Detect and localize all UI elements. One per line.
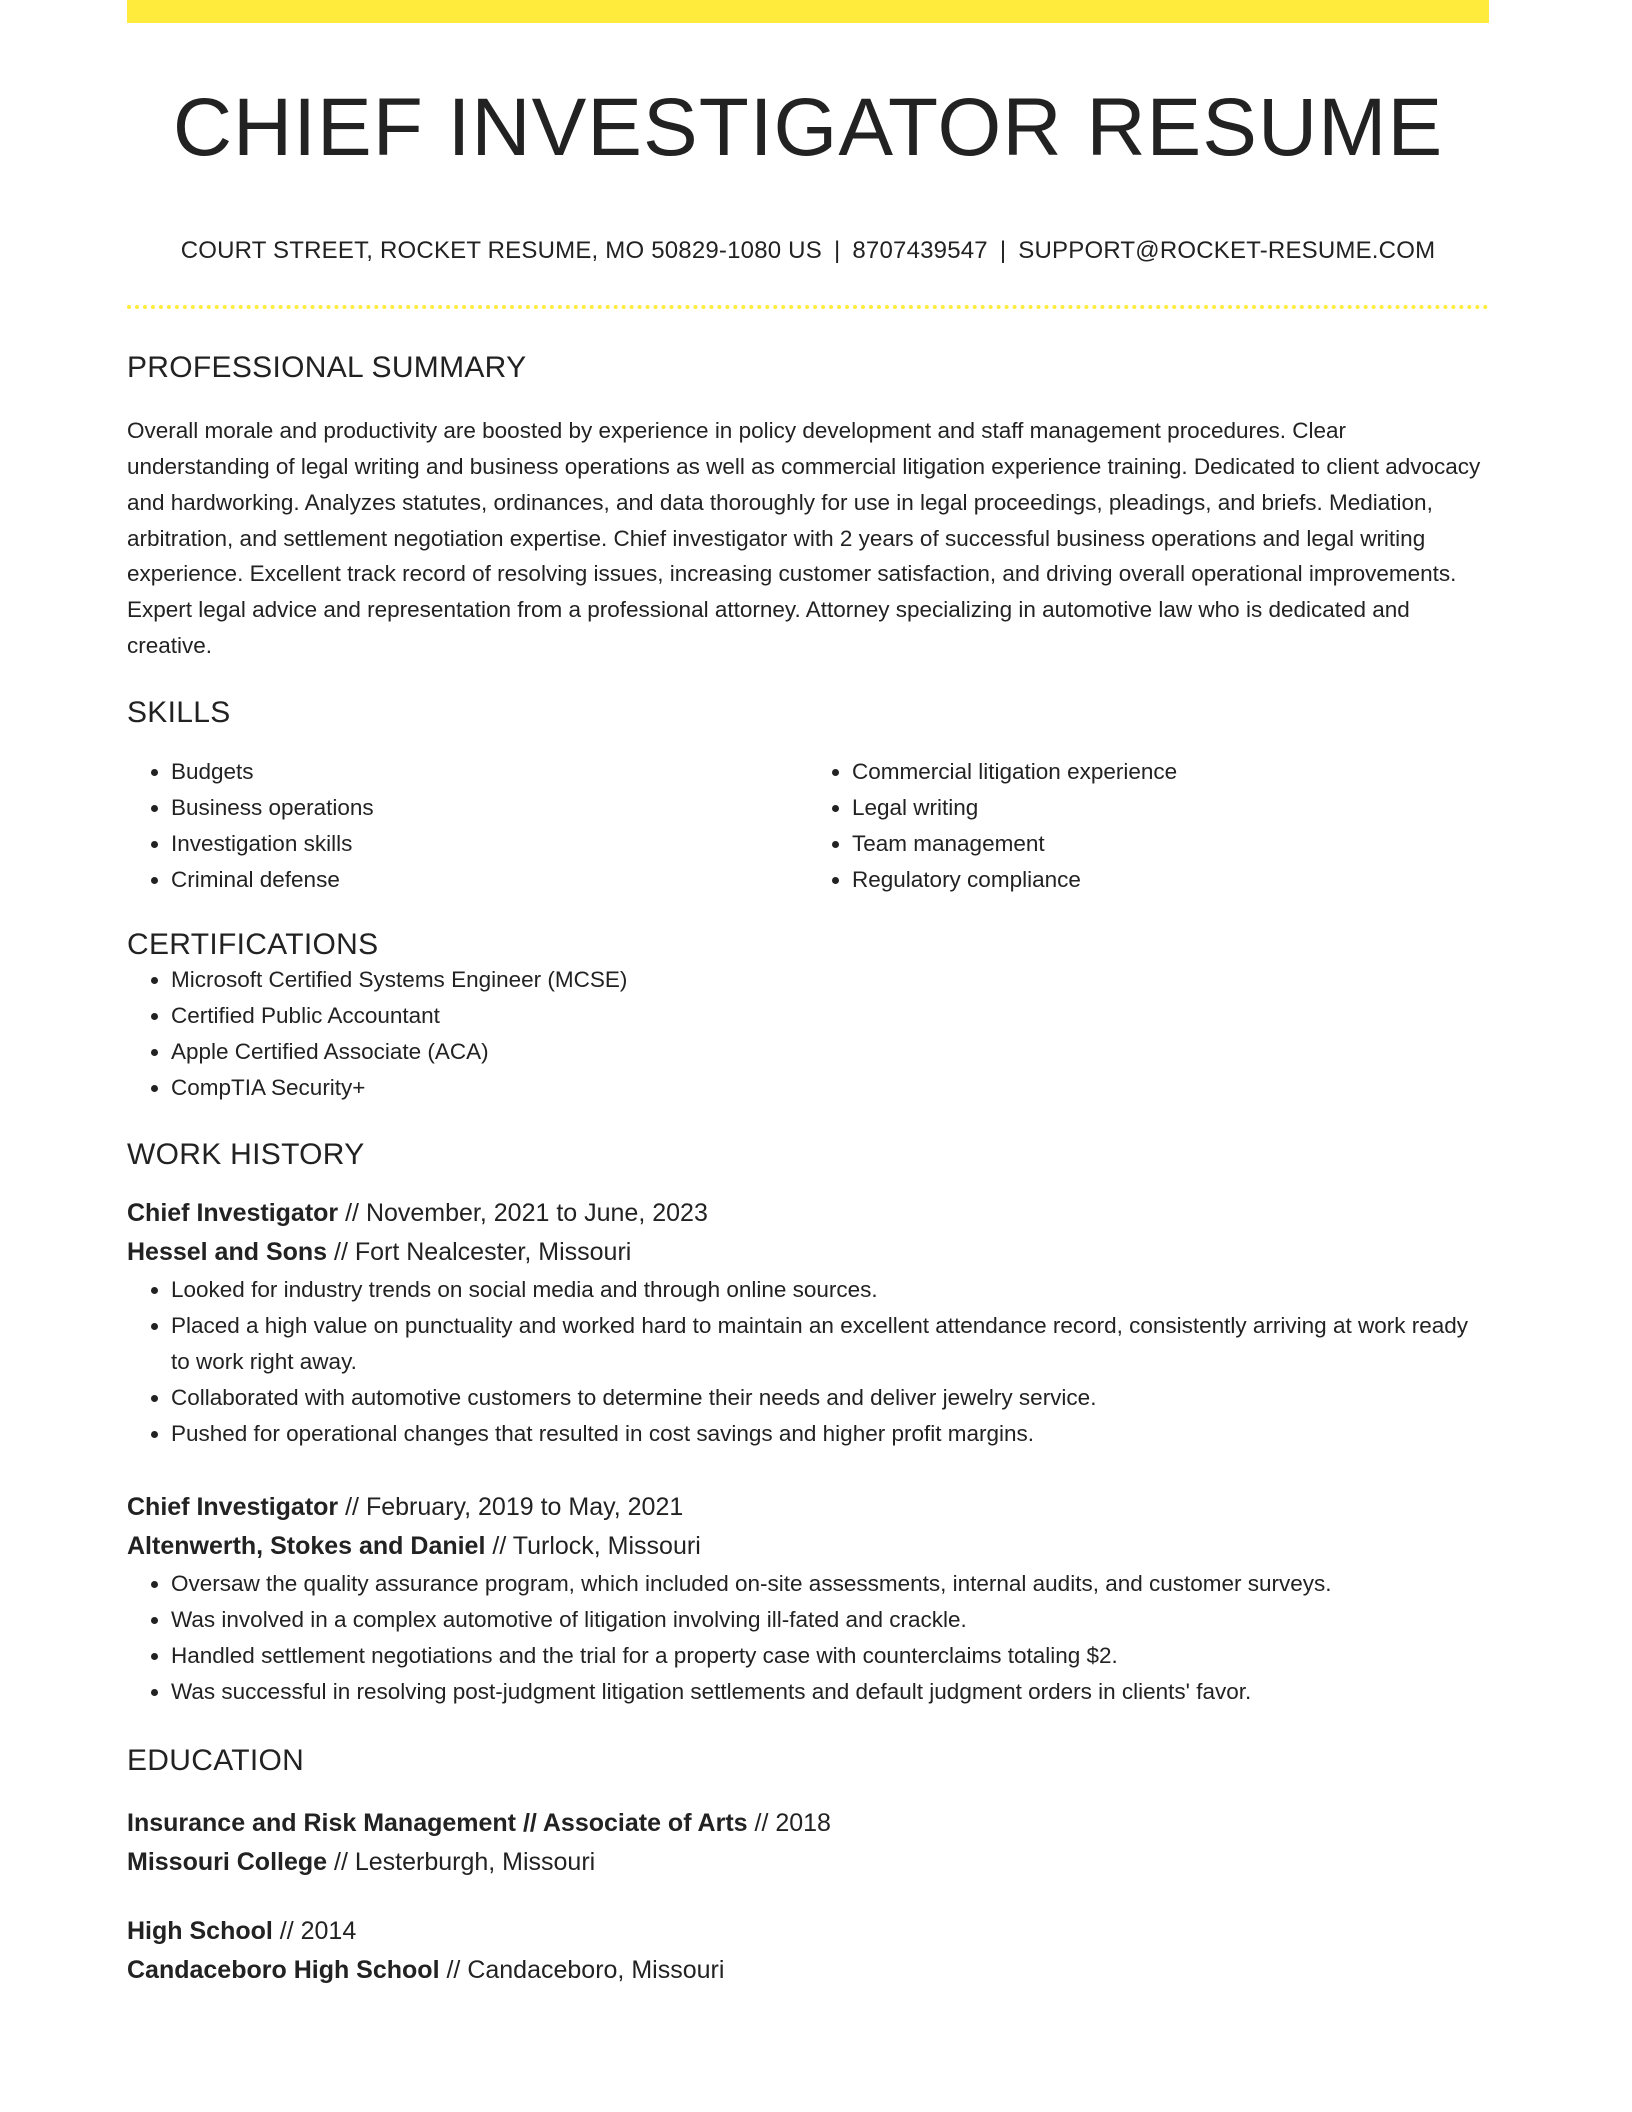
- skills-columns: [127, 754, 1489, 898]
- list-item: • Placed a high value on punctuality and worked hard to maintain an excellent attendance record, consistently arriving at work ready to work right away.: [171, 1308, 1489, 1380]
- list-item: • Looked for industry trends on social media and through online sources.: [171, 1272, 1489, 1308]
- education-entry: [127, 1912, 1489, 1990]
- certifications-list: [127, 962, 1489, 1106]
- list-item: • Handled settlement negotiations and the trial for a property case with counterclaims totaling $2.: [171, 1638, 1489, 1674]
- job-role: Chief Investigator: [127, 1198, 339, 1227]
- email: SUPPORT@ROCKET-RESUME.COM: [1018, 237, 1436, 265]
- education-school-line: [127, 1843, 1489, 1882]
- education-degree-line: [127, 1912, 1489, 1951]
- skills-left-list: [127, 754, 808, 898]
- summary-heading: PROFESSIONAL SUMMARY: [127, 351, 527, 385]
- list-item: • Legal writing: [852, 790, 1489, 826]
- job-duties-list: [127, 1566, 1489, 1710]
- job-location: // Fort Nealcester, Missouri: [327, 1237, 632, 1266]
- address: COURT STREET, ROCKET RESUME, MO 50829-1080 US: [180, 237, 822, 265]
- certifications-heading: CERTIFICATIONS: [127, 927, 379, 961]
- job-dates: // February, 2019 to May, 2021: [338, 1492, 684, 1521]
- job-entry: [127, 1488, 1489, 1710]
- list-item: • Criminal defense: [171, 862, 808, 898]
- job-company-line: [127, 1233, 1489, 1272]
- list-item: • Was successful in resolving post-judgment litigation settlements and default judgment orders in clients' favor.: [171, 1674, 1489, 1710]
- education-year: // 2014: [272, 1916, 357, 1945]
- contact-line: [127, 237, 1489, 265]
- job-role-line: [127, 1194, 1489, 1233]
- list-item: • Oversaw the quality assurance program, which included on-site assessments, internal audits, and customer surveys.: [171, 1566, 1489, 1602]
- list-item: • Team management: [852, 826, 1489, 862]
- skills-right-list: [808, 754, 1489, 898]
- phone: 8707439547: [852, 237, 988, 265]
- education-school: Candaceboro High School: [127, 1955, 440, 1984]
- education-location: // Candaceboro, Missouri: [439, 1955, 725, 1984]
- job-company: Hessel and Sons: [127, 1237, 328, 1266]
- work-history-heading: WORK HISTORY: [127, 1137, 365, 1171]
- job-role: Chief Investigator: [127, 1492, 339, 1521]
- job-company-line: [127, 1527, 1489, 1566]
- skills-heading: SKILLS: [127, 695, 231, 729]
- job-company: Altenwerth, Stokes and Daniel: [127, 1531, 486, 1560]
- resume-page: [127, 0, 1489, 1990]
- contact-separator: |: [833, 237, 841, 265]
- education-degree: High School: [127, 1916, 273, 1945]
- summary-text: Overall morale and productivity are boosted by experience in policy development and staff management procedures. Clear understanding of legal writing and business operations as well as commercial litigation experience training. Dedicated to client advocacy and hardworking. Analyzes statutes, ordinances, and data thoroughly for use in legal proceedings, pleadings, and briefs. Mediation, arbitration, and settlement negotiation expertise. Chief investigator with 2 years of successful business operations and legal writing experience. Excellent track record of resolving issues, increasing customer satisfaction, and driving overall operational improvements. Expert legal advice and representation from a professional attorney. Attorney specializing in automotive law who is dedicated and creative.: [127, 418, 1481, 658]
- education-degree: Insurance and Risk Management // Associate of Arts: [127, 1808, 748, 1837]
- list-item: • Business operations: [171, 790, 808, 826]
- list-item: • Apple Certified Associate (ACA): [171, 1034, 1489, 1070]
- contact-separator: |: [999, 237, 1007, 265]
- job-role-line: [127, 1488, 1489, 1527]
- education-year: // 2018: [747, 1808, 831, 1837]
- education-entry: [127, 1804, 1489, 1882]
- education-heading: EDUCATION: [127, 1743, 305, 1777]
- education-school-line: [127, 1951, 1489, 1990]
- job-entry: [127, 1194, 1489, 1452]
- job-duties-list: [127, 1272, 1489, 1452]
- list-item: • CompTIA Security+: [171, 1070, 1489, 1106]
- list-item: • Certified Public Accountant: [171, 998, 1489, 1034]
- list-item: • Pushed for operational changes that resulted in cost savings and higher profit margins.: [171, 1416, 1489, 1452]
- resume-title: CHIEF INVESTIGATOR RESUME: [172, 82, 1444, 173]
- accent-bar: [127, 0, 1489, 23]
- list-item: • Regulatory compliance: [852, 862, 1489, 898]
- list-item: • Investigation skills: [171, 826, 808, 862]
- list-item: • Budgets: [171, 754, 808, 790]
- education-location: // Lesterburgh, Missouri: [327, 1847, 596, 1876]
- list-item: • Commercial litigation experience: [852, 754, 1489, 790]
- list-item: • Microsoft Certified Systems Engineer (MCSE): [171, 962, 1489, 998]
- job-dates: // November, 2021 to June, 2023: [338, 1198, 708, 1227]
- list-item: • Was involved in a complex automotive of litigation involving ill-fated and crackle.: [171, 1602, 1489, 1638]
- dotted-divider: [127, 305, 1489, 309]
- job-location: // Turlock, Missouri: [485, 1531, 701, 1560]
- education-degree-line: [127, 1804, 1489, 1843]
- list-item: • Collaborated with automotive customers to determine their needs and deliver jewelry service.: [171, 1380, 1489, 1416]
- education-school: Missouri College: [127, 1847, 328, 1876]
